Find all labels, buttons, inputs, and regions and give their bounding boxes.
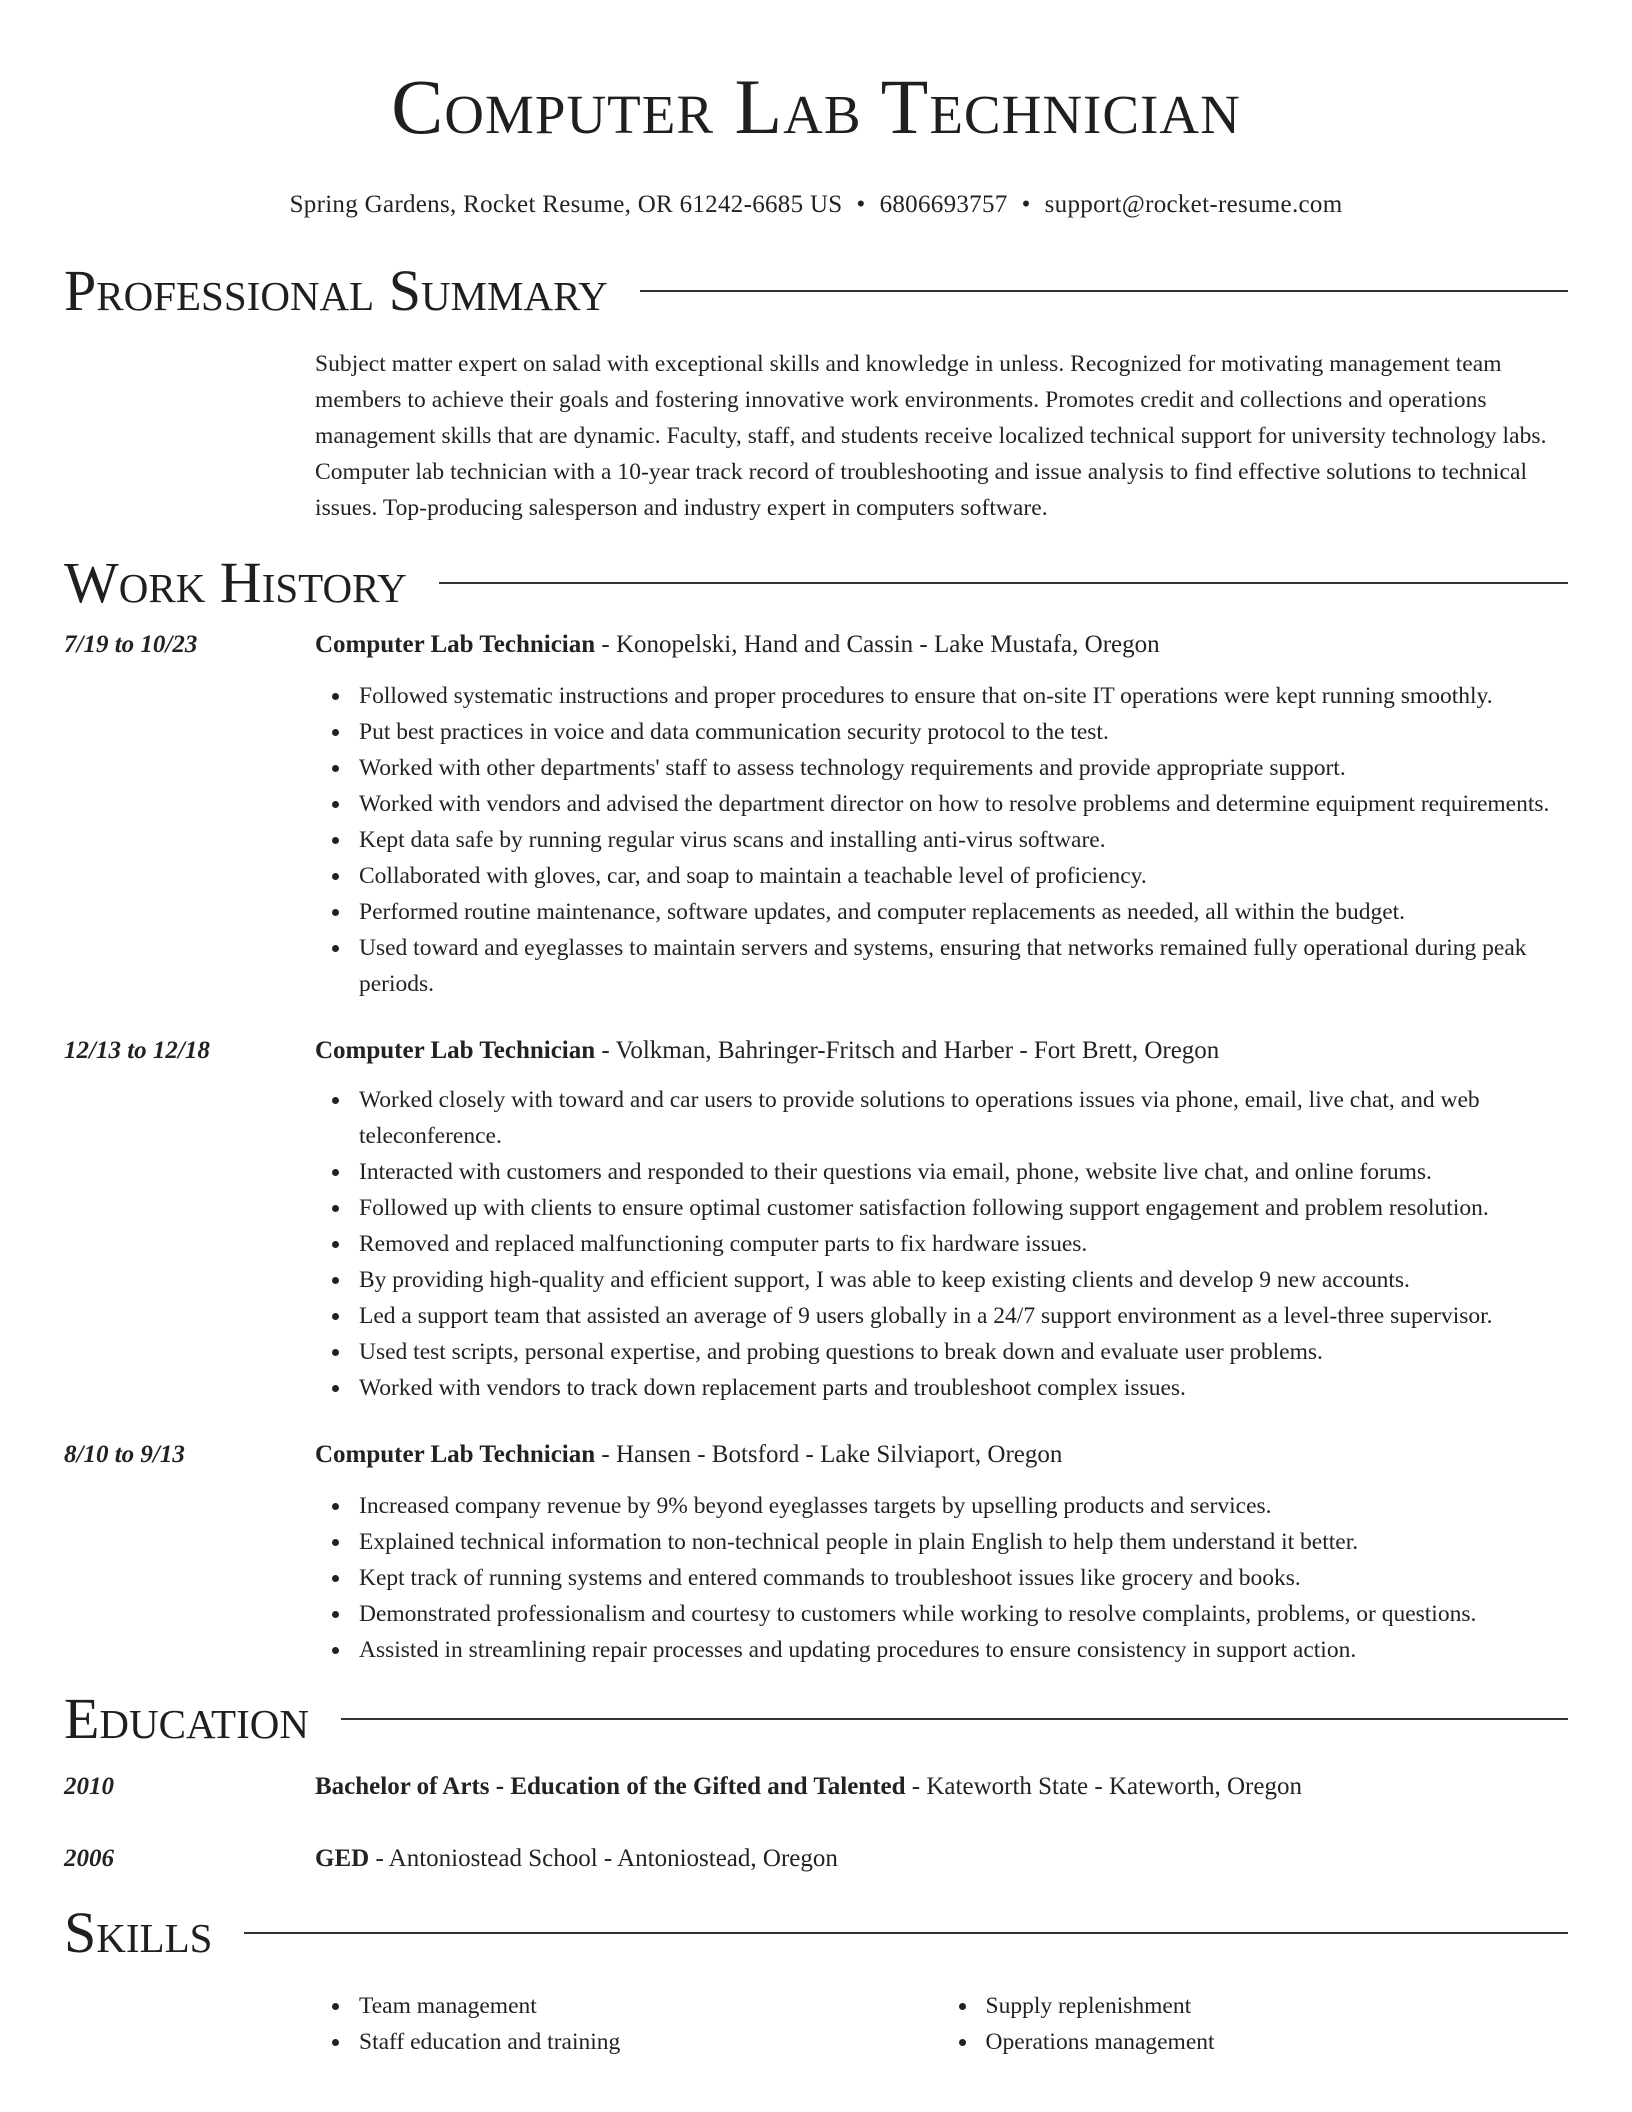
- list-item: Interacted with customers and responded to their questions via email, phone, website live chat, and online forums.: [359, 1154, 1568, 1190]
- section-heading: Education: [64, 1686, 309, 1751]
- list-item: Kept data safe by running regular virus scans and installing anti-virus software.: [359, 822, 1568, 858]
- list-item: Kept track of running systems and entered commands to troubleshoot issues like grocery and books.: [359, 1560, 1568, 1596]
- job-heading: [315, 630, 1568, 660]
- section-rule: [341, 1718, 1568, 1720]
- list-item: Used toward and eyeglasses to maintain servers and systems, ensuring that networks remained fully operational during peak periods.: [359, 930, 1568, 1002]
- list-item: Performed routine maintenance, software updates, and computer replacements as needed, all within the budget.: [359, 894, 1568, 930]
- section-rule: [439, 582, 1568, 584]
- list-item: Worked with vendors to track down replacement parts and troubleshoot complex issues.: [359, 1370, 1568, 1406]
- section-heading: Skills: [64, 1900, 213, 1965]
- job-title: Computer Lab Technician: [315, 1037, 596, 1064]
- list-item: Demonstrated professionalism and courtesy to customers while working to resolve complaints, problems, or questions.: [359, 1596, 1568, 1632]
- section-education-header: [64, 1686, 1568, 1752]
- section-summary-header: [64, 258, 1568, 324]
- job-header: [64, 630, 1568, 660]
- education-year: 2010: [64, 1773, 114, 1800]
- list-item: Increased company revenue by 9% beyond eyeglasses targets by upselling products and services.: [359, 1488, 1568, 1524]
- list-item: Explained technical information to non-technical people in plain English to help them understand it better.: [359, 1524, 1568, 1560]
- candidate-name: Computer Lab Technician: [391, 63, 1241, 150]
- job-company: - Hansen - Botsford - Lake Silviaport, Oregon: [595, 1441, 1063, 1468]
- education-school: - Kateworth State - Kateworth, Oregon: [905, 1773, 1302, 1800]
- list-item: Followed systematic instructions and proper procedures to ensure that on-site IT operations were kept running smoothly.: [359, 678, 1568, 714]
- job-dates: 8/10 to 9/13: [64, 1441, 185, 1468]
- contact-separator: •: [856, 191, 866, 218]
- list-item: By providing high-quality and efficient support, I was able to keep existing clients and develop 9 new accounts.: [359, 1262, 1568, 1298]
- education-entry: [64, 1844, 1568, 1874]
- list-item: Removed and replaced malfunctioning computer parts to fix hardware issues.: [359, 1226, 1568, 1262]
- education-degree: GED: [315, 1845, 370, 1872]
- skill-item: Team management: [359, 1988, 942, 2024]
- resume-page: [64, 0, 1568, 2060]
- section-heading: Professional Summary: [64, 258, 608, 323]
- job-title: Computer Lab Technician: [315, 1441, 596, 1468]
- job-entry: [64, 1036, 1568, 1406]
- summary-text: Subject matter expert on salad with exceptional skills and knowledge in unless. Recognized for motivating management team members to achieve their goals and fostering innovative work environments. Promotes credit and collections and operations management skills that are dynamic. Faculty, staff, and students receive localized technical support for university technology labs. Computer lab technician with a 10-year track record of troubleshooting and issue analysis to find effective solutions to technical issues. Top-producing salesperson and industry expert in computers software.: [315, 351, 1547, 521]
- education-degree: Bachelor of Arts - Education of the Gifted and Talented: [315, 1773, 906, 1800]
- skill-item: Staff education and training: [359, 2024, 942, 2060]
- contact-address: Spring Gardens, Rocket Resume, OR 61242-6685 US: [289, 191, 843, 218]
- list-item: Used test scripts, personal expertise, and probing questions to break down and evaluate user problems.: [359, 1334, 1568, 1370]
- job-entry: [64, 630, 1568, 1002]
- job-heading: [315, 1036, 1568, 1066]
- job-bullets: [315, 678, 1568, 1002]
- list-item: Assisted in streamlining repair processes and updating procedures to ensure consistency in support action.: [359, 1632, 1568, 1668]
- skills-column-left: [315, 1988, 942, 2060]
- skills-list: [315, 1988, 1568, 2060]
- list-item: Led a support team that assisted an average of 9 users globally in a 24/7 support environment as a level-three supervisor.: [359, 1298, 1568, 1334]
- job-bullets: [315, 1488, 1568, 1668]
- education-heading: [315, 1844, 1568, 1874]
- section-heading: Work History: [64, 550, 407, 615]
- education-heading: [315, 1772, 1568, 1802]
- skill-item: Operations management: [986, 2024, 1569, 2060]
- job-dates: 7/19 to 10/23: [64, 631, 198, 658]
- job-entry: [64, 1440, 1568, 1668]
- skill-item: Supply replenishment: [986, 1988, 1569, 2024]
- job-header: [64, 1440, 1568, 1470]
- job-header: [64, 1036, 1568, 1066]
- section-work-header: [64, 550, 1568, 616]
- education-entry: [64, 1772, 1568, 1802]
- job-heading: [315, 1440, 1568, 1470]
- list-item: Worked with vendors and advised the department director on how to resolve problems and determine equipment requirements.: [359, 786, 1568, 822]
- section-rule: [640, 290, 1568, 292]
- section-rule: [244, 1932, 1568, 1934]
- contact-line: [64, 190, 1568, 220]
- list-item: Collaborated with gloves, car, and soap to maintain a teachable level of proficiency.: [359, 858, 1568, 894]
- contact-email: support@rocket-resume.com: [1044, 191, 1343, 218]
- job-bullets: [315, 1082, 1568, 1406]
- contact-phone: 6806693757: [879, 191, 1008, 218]
- job-company: - Volkman, Bahringer-Fritsch and Harber - Fort Brett, Oregon: [595, 1037, 1220, 1064]
- skills-column-right: [942, 1988, 1569, 2060]
- list-item: Worked closely with toward and car users to provide solutions to operations issues via phone, email, live chat, and web teleconference.: [359, 1082, 1568, 1154]
- contact-separator: •: [1021, 191, 1031, 218]
- job-company: - Konopelski, Hand and Cassin - Lake Mustafa, Oregon: [595, 631, 1160, 658]
- job-dates: 12/13 to 12/18: [64, 1037, 210, 1064]
- job-title: Computer Lab Technician: [315, 631, 596, 658]
- list-item: Followed up with clients to ensure optimal customer satisfaction following support engagement and problem resolution.: [359, 1190, 1568, 1226]
- section-skills-header: [64, 1900, 1568, 1966]
- education-year: 2006: [64, 1845, 114, 1872]
- list-item: Worked with other departments' staff to assess technology requirements and provide appropriate support.: [359, 750, 1568, 786]
- education-school: - Antoniostead School - Antoniostead, Oregon: [369, 1845, 838, 1872]
- list-item: Put best practices in voice and data communication security protocol to the test.: [359, 714, 1568, 750]
